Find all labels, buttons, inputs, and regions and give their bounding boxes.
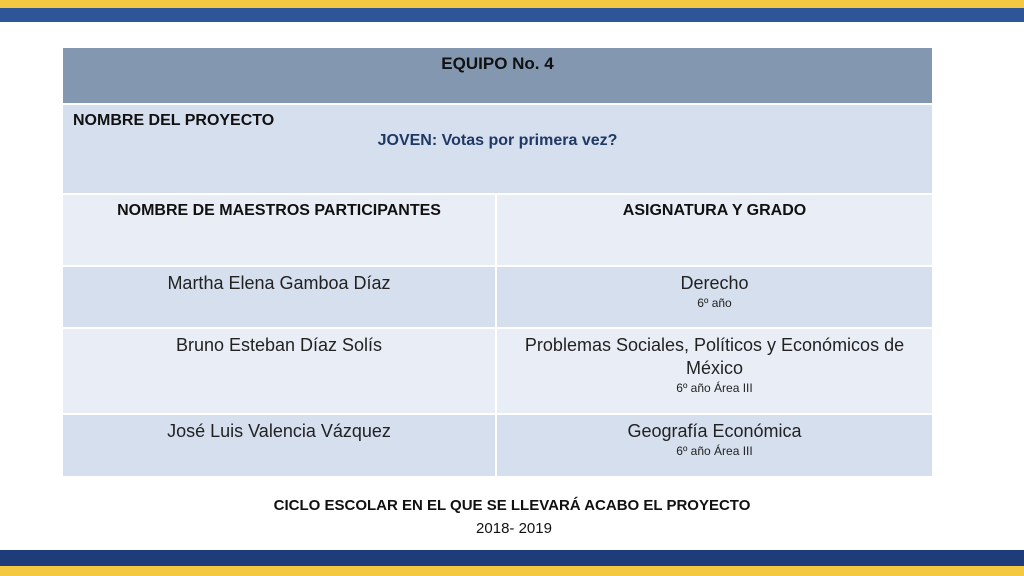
top-gold-stripe (0, 0, 1024, 8)
teacher-name: José Luis Valencia Vázquez (62, 414, 496, 476)
subject-name: Derecho (680, 273, 749, 293)
bottom-navy-stripe (0, 550, 1024, 566)
bottom-gold-stripe (0, 566, 1024, 576)
teacher-name: Bruno Esteban Díaz Solís (62, 328, 496, 414)
project-table (61, 46, 932, 476)
team-title: EQUIPO No. 4 (62, 47, 932, 104)
top-blue-stripe (0, 8, 1024, 22)
grade-label: 6º año (697, 296, 732, 310)
school-cycle-year: 2018- 2019 (476, 520, 552, 537)
column-header-teachers: NOMBRE DE MAESTROS PARTICIPANTES (62, 194, 496, 266)
table-row (62, 414, 932, 476)
table-row (62, 328, 932, 414)
subject-name: Problemas Sociales, Políticos y Económicos de México (524, 335, 905, 378)
grade-label: 6º año Área III (676, 444, 753, 458)
subject-cell (496, 328, 932, 414)
team-row (62, 47, 932, 104)
school-cycle-title: CICLO ESCOLAR EN EL QUE SE LLEVARÁ ACABO EL PROYECTO (273, 497, 751, 514)
table-row (62, 266, 932, 328)
column-header-subject: ASIGNATURA Y GRADO (496, 194, 932, 266)
project-cell (62, 104, 932, 194)
grade-label: 6º año Área III (676, 381, 753, 395)
column-header-row (62, 194, 932, 266)
teacher-name: Martha Elena Gamboa Díaz (62, 266, 496, 328)
subject-name: Geografía Económica (627, 421, 802, 441)
project-label: NOMBRE DEL PROYECTO (73, 112, 275, 129)
subject-cell (496, 266, 932, 328)
project-name: JOVEN: Votas por primera vez? (377, 132, 618, 149)
subject-cell (496, 414, 932, 476)
project-row (62, 104, 932, 194)
